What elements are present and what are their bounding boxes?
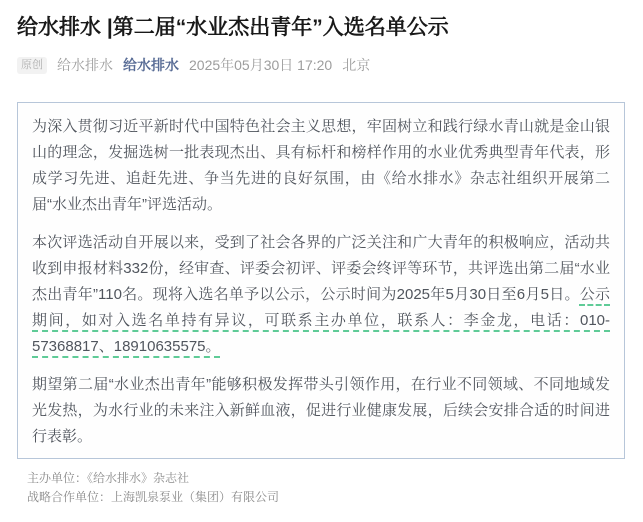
publish-datetime: 2025年05月30日 17:20	[189, 57, 333, 73]
author-name: 给水排水	[57, 57, 113, 73]
partner-line: 战略合作单位：上海凯泉泵业（集团）有限公司	[27, 490, 280, 504]
publish-location: 北京	[342, 57, 371, 73]
paragraph-intro: 为深入贯彻习近平新时代中国特色社会主义思想，牢固树立和践行绿水青山就是金山银山的理念，发掘选树一批表现杰出、具有标杆和榜样作用的水业优秀典型青年代表，形成学习先进、追赶先进、争当先进的良好氛围，由《给水排水》杂志社组织开展第二届“水业杰出青年”评选活动。	[32, 118, 610, 213]
article-page	[0, 13, 643, 522]
byline	[17, 55, 626, 75]
paragraph-selection-result	[32, 230, 610, 360]
announcement-box	[17, 102, 625, 459]
paragraph-outlook: 期望第二届“水业杰出青年”能够积极发挥带头引领作用，在行业不同领域、不同地域发光发热，为水行业的未来注入新鲜血液，促进行业健康发展，后续会安排合适的时间进行表彰。	[32, 376, 610, 445]
original-badge: 原创	[17, 57, 47, 74]
selection-result-text: 本次评选活动自开展以来，受到了社会各界的广泛关注和广大青年的积极响应，活动共收到申报材料332份，经审查、评委会初评、评委会终评等环节，共评选出第二届“水业杰出青年”110名。现将入选名单予以公示，公示时间为2025年5月30日至6月5日。	[32, 234, 610, 303]
contact-info-underlined: 公示期间，如对入选名单持有异议，可联系主办单位，联系人：李金龙，电话：010-57368817、18910635575。	[32, 286, 610, 355]
organizer-line: 主办单位：《给水排水》杂志社	[27, 471, 190, 485]
account-link[interactable]: 给水排水	[123, 57, 179, 73]
footer-credits	[27, 469, 643, 507]
article-title: 给水排水 |第二届“水业杰出青年”入选名单公示	[17, 16, 449, 39]
